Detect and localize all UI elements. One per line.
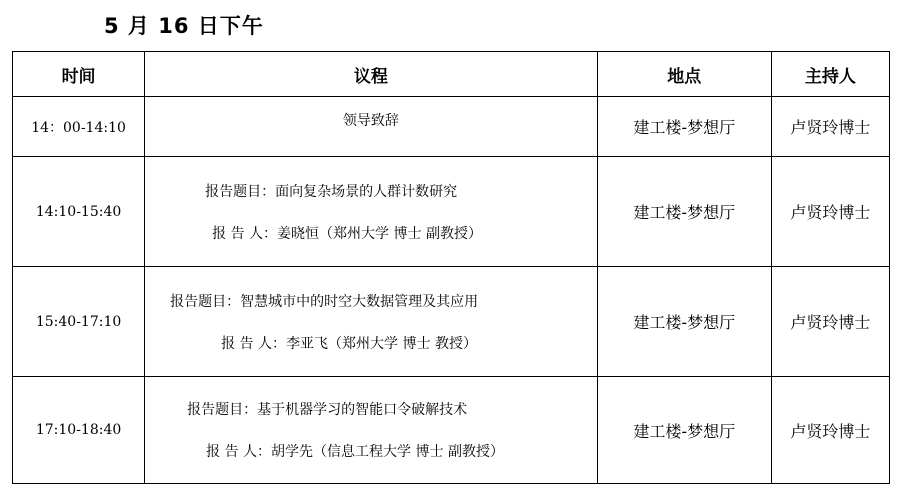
- row-time: 15:40-17:10: [13, 267, 145, 377]
- table-row: [13, 267, 890, 377]
- row-time: 14：00-14:10: [13, 97, 145, 157]
- table-row: [13, 157, 890, 267]
- agenda-item: 领导致辞: [342, 112, 399, 129]
- row-place: 建工楼-梦想厅: [597, 157, 771, 267]
- table-header-row: [13, 52, 890, 97]
- header-place: 地点: [597, 52, 771, 97]
- report-speaker: 报 告 人：李亚飞（郑州大学 博士 教授）: [221, 335, 477, 352]
- report-speaker: 报 告 人：姜晓恒（郑州大学 博士 副教授）: [212, 225, 482, 242]
- row-host: 卢贤玲博士: [771, 377, 889, 484]
- row-time: 17:10-18:40: [13, 377, 145, 484]
- header-agenda: 议程: [145, 52, 598, 97]
- row-agenda: [145, 97, 598, 157]
- report-topic: 报告题目：智慧城市中的时空大数据管理及其应用: [170, 293, 479, 310]
- row-place: 建工楼-梦想厅: [597, 377, 771, 484]
- header-time: 时间: [13, 52, 145, 97]
- row-agenda: [145, 157, 598, 267]
- report-topic: 报告题目：基于机器学习的智能口令破解技术: [187, 402, 468, 418]
- page-title: 5 月 16 日下午: [104, 14, 264, 38]
- report-topic: 报告题目：面向复杂场景的人群计数研究: [205, 183, 458, 200]
- schedule-table: [12, 51, 890, 484]
- row-place: 建工楼-梦想厅: [597, 267, 771, 377]
- row-agenda: [145, 267, 598, 377]
- row-time: 14:10-15:40: [13, 157, 145, 267]
- row-host: 卢贤玲博士: [771, 267, 889, 377]
- table-row: [13, 97, 890, 157]
- report-speaker: 报 告 人：胡学先（信息工程大学 博士 副教授）: [206, 444, 504, 460]
- row-host: 卢贤玲博士: [771, 97, 889, 157]
- table-row: [13, 377, 890, 484]
- row-agenda: [145, 377, 598, 484]
- header-host: 主持人: [771, 52, 889, 97]
- row-host: 卢贤玲博士: [771, 157, 889, 267]
- row-place: 建工楼-梦想厅: [597, 97, 771, 157]
